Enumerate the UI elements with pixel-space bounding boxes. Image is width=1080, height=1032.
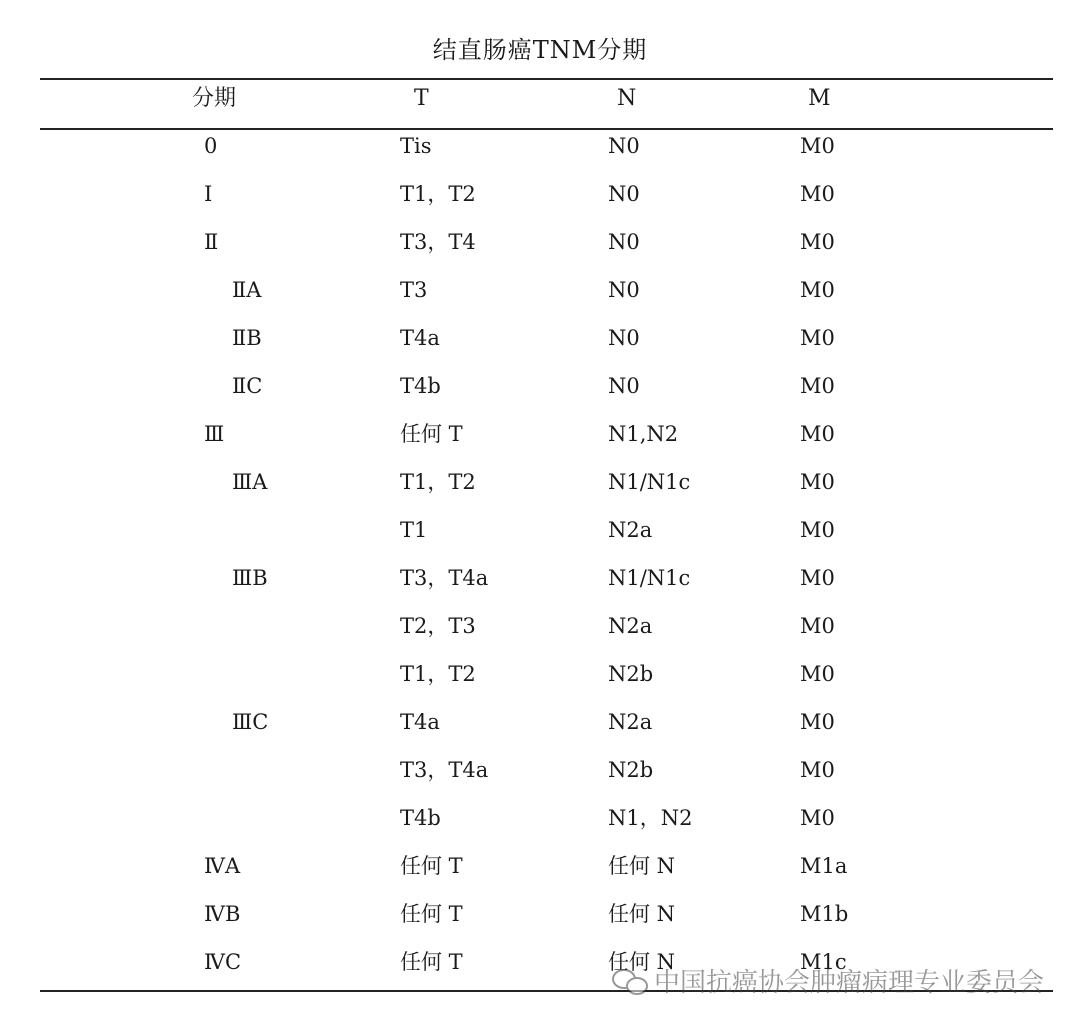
cell-stage: ⅢB [232,566,268,590]
cell-n: N0 [608,134,640,158]
cell-stage: Ⅲ [204,422,225,446]
cell-t: 任何 T [400,854,463,878]
cell-m: M0 [800,806,835,830]
header-m: M [808,86,831,111]
table-row [0,896,1080,944]
table-row [0,224,1080,272]
cell-n: N0 [608,326,640,350]
cell-m: M0 [800,278,835,302]
cell-t: T4a [400,710,440,734]
table-row [0,272,1080,320]
cell-n: N2a [608,710,653,734]
cell-stage: ⅡB [232,326,262,350]
table-row [0,656,1080,704]
cell-t: T3 [400,278,428,302]
cell-t: T1，T2 [400,182,476,206]
cell-t: T2，T3 [400,614,476,638]
cell-m: M0 [800,566,835,590]
table-row [0,560,1080,608]
cell-n: 任何 N [608,854,676,878]
cell-t: T1，T2 [400,662,476,686]
cell-m: M0 [800,182,835,206]
table-row [0,128,1080,176]
header-stage: 分期 [192,86,237,111]
cell-t: T1，T2 [400,470,476,494]
table-row [0,368,1080,416]
cell-t: T4a [400,326,440,350]
cell-n: N2a [608,518,653,542]
cell-n: 任何 N [608,950,676,974]
table-row [0,512,1080,560]
header-n: N [617,86,637,111]
cell-m: M1b [800,902,849,926]
cell-stage: ⅣC [204,950,242,974]
cell-n: N0 [608,230,640,254]
table-row [0,752,1080,800]
cell-t: Tis [400,134,432,158]
wechat-icon [612,967,648,995]
top-rule [40,78,1053,80]
cell-m: M0 [800,710,835,734]
cell-m: M0 [800,518,835,542]
table-row [0,416,1080,464]
cell-t: 任何 T [400,422,463,446]
cell-n: N2b [608,662,654,686]
cell-n: N0 [608,374,640,398]
header-t: T [414,86,429,111]
cell-stage: ⅣA [204,854,241,878]
cell-m: M0 [800,662,835,686]
cell-n: N1，N2 [608,806,693,830]
cell-t: T3，T4 [400,230,476,254]
table-row [0,704,1080,752]
cell-t: T3，T4a [400,566,489,590]
cell-stage: ⅢA [232,470,268,494]
table-row [0,464,1080,512]
cell-stage: ⅢC [232,710,269,734]
cell-stage: ⅡC [232,374,263,398]
cell-m: M0 [800,374,835,398]
cell-t: 任何 T [400,950,463,974]
cell-stage: 0 [204,134,218,158]
table-row [0,320,1080,368]
cell-stage: ⅡA [232,278,262,302]
cell-t: T4b [400,806,441,830]
table-row [0,800,1080,848]
cell-n: N2b [608,758,654,782]
cell-n: N1,N2 [608,422,679,446]
cell-t: T3，T4a [400,758,489,782]
cell-n: N0 [608,182,640,206]
staging-table-body [0,128,1080,992]
cell-t: T4b [400,374,441,398]
cell-stage: ⅣB [204,902,241,926]
table-row [0,176,1080,224]
cell-stage: Ⅰ [204,182,213,206]
watermark-text: 中国抗癌协会肿瘤病理专业委员会 [653,968,1044,998]
cell-m: M0 [800,470,835,494]
cell-t: T1 [400,518,428,542]
cell-m: M1c [800,950,847,974]
cell-m: M0 [800,614,835,638]
cell-n: N1/N1c [608,566,691,590]
cell-stage: Ⅱ [204,230,219,254]
cell-t: 任何 T [400,902,463,926]
table-row [0,608,1080,656]
cell-m: M0 [800,326,835,350]
cell-m: M0 [800,758,835,782]
table-row [0,848,1080,896]
cell-n: N2a [608,614,653,638]
cell-n: 任何 N [608,902,676,926]
watermark [612,962,1044,999]
cell-m: M0 [800,422,835,446]
table-title: 结直肠癌TNM分期 [432,36,648,64]
cell-m: M1a [800,854,848,878]
cell-m: M0 [800,230,835,254]
cell-m: M0 [800,134,835,158]
cell-n: N0 [608,278,640,302]
cell-n: N1/N1c [608,470,691,494]
